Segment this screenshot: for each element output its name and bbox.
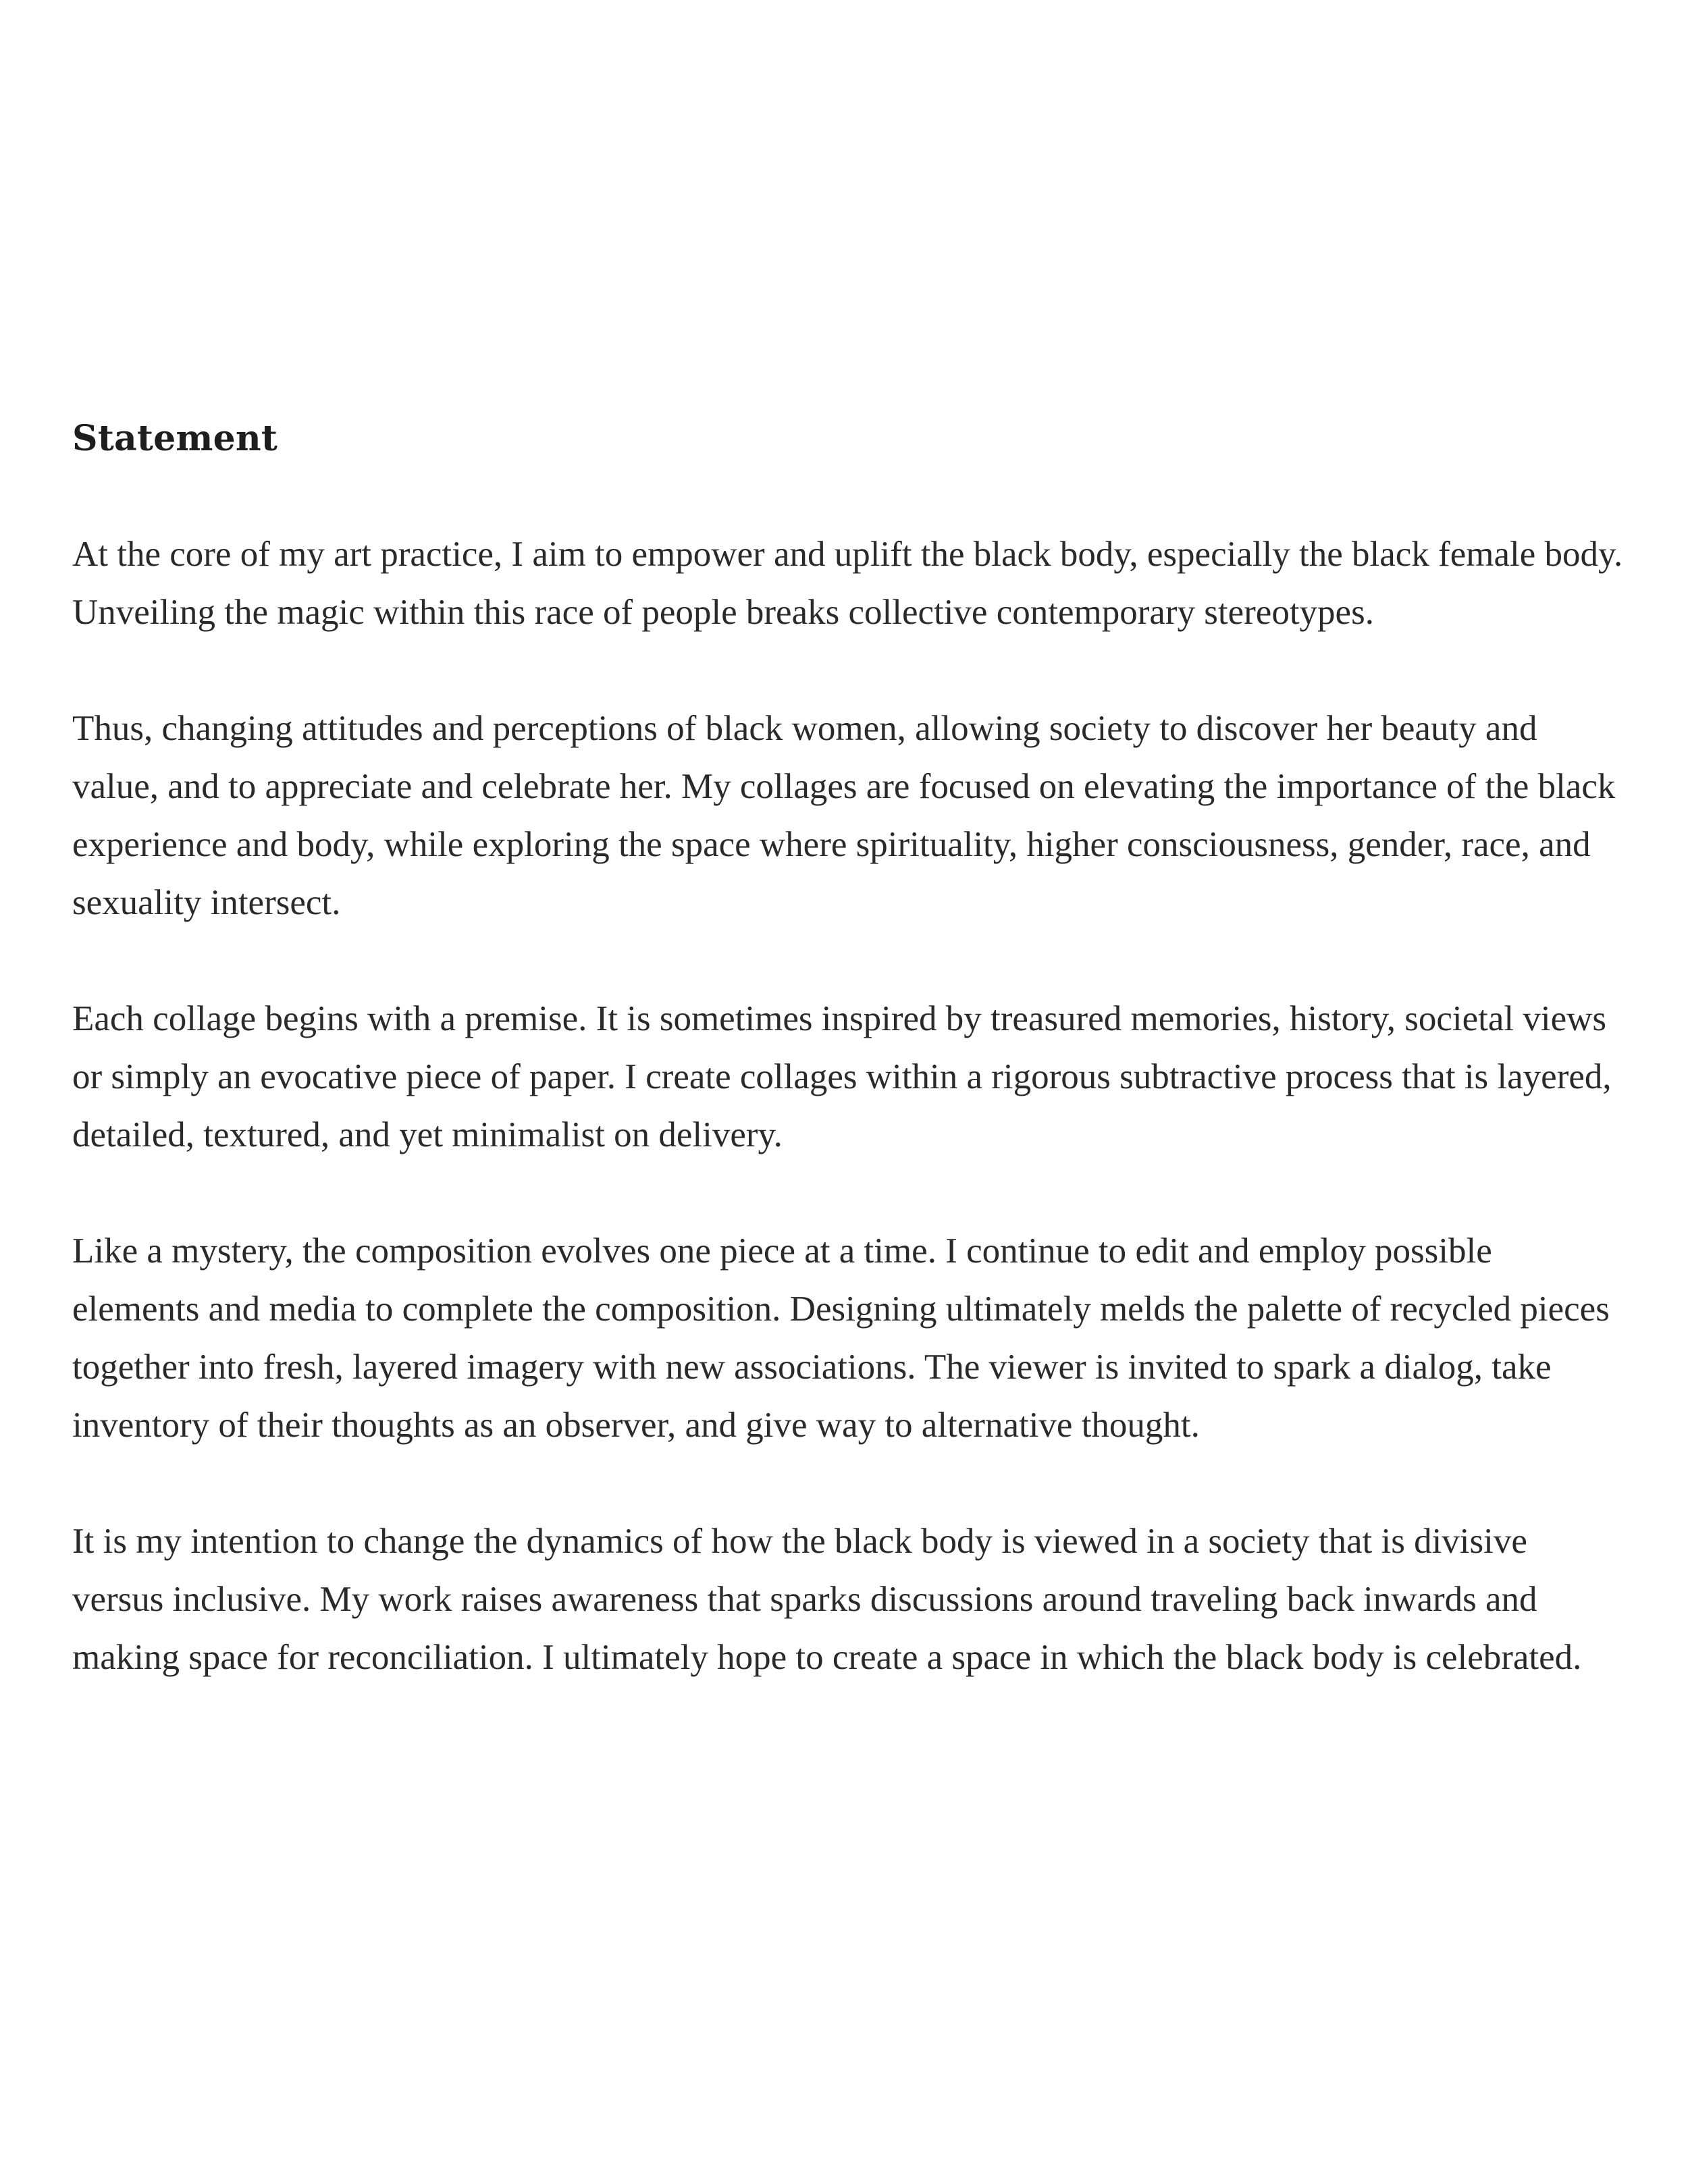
statement-heading: Statement	[72, 418, 278, 459]
statement-paragraph-4: Like a mystery, the composition evolves one piece at a time. I continue to edit and employ possible elements and media to complete the composition. Designing ultimately melds the palette of recycled pieces together into fresh, layered imagery with new associations. The viewer is invited to spark a dialog, take inventory of their thoughts as an observer, and give way to alternative thought.	[72, 1231, 1610, 1445]
statement-document	[72, 419, 1625, 1686]
statement-paragraph-2: Thus, changing attitudes and perceptions of black women, allowing society to discover her beauty and value, and to appreciate and celebrate her. My collages are focused on elevating the importance of the black experience and body, while exploring the space where spirituality, higher consciousness, gender, race, and sexuality intersect.	[72, 709, 1616, 922]
statement-paragraph-3: Each collage begins with a premise. It is sometimes inspired by treasured memories, history, societal views or simply an evocative piece of paper. I create collages within a rigorous subtractive process that is layered, detailed, textured, and yet minimalist on delivery.	[72, 999, 1612, 1154]
statement-paragraph-5: It is my intention to change the dynamics of how the black body is viewed in a society that is divisive versus inclusive. My work raises awareness that sparks discussions around traveling back inwards and making space for reconciliation. I ultimately hope to create a space in which the black body is celebrated.	[72, 1522, 1582, 1677]
statement-paragraph-1: At the core of my art practice, I aim to empower and uplift the black body, especially the black female body. Unveiling the magic within this race of people breaks collective contemporary stereotypes.	[72, 535, 1623, 632]
